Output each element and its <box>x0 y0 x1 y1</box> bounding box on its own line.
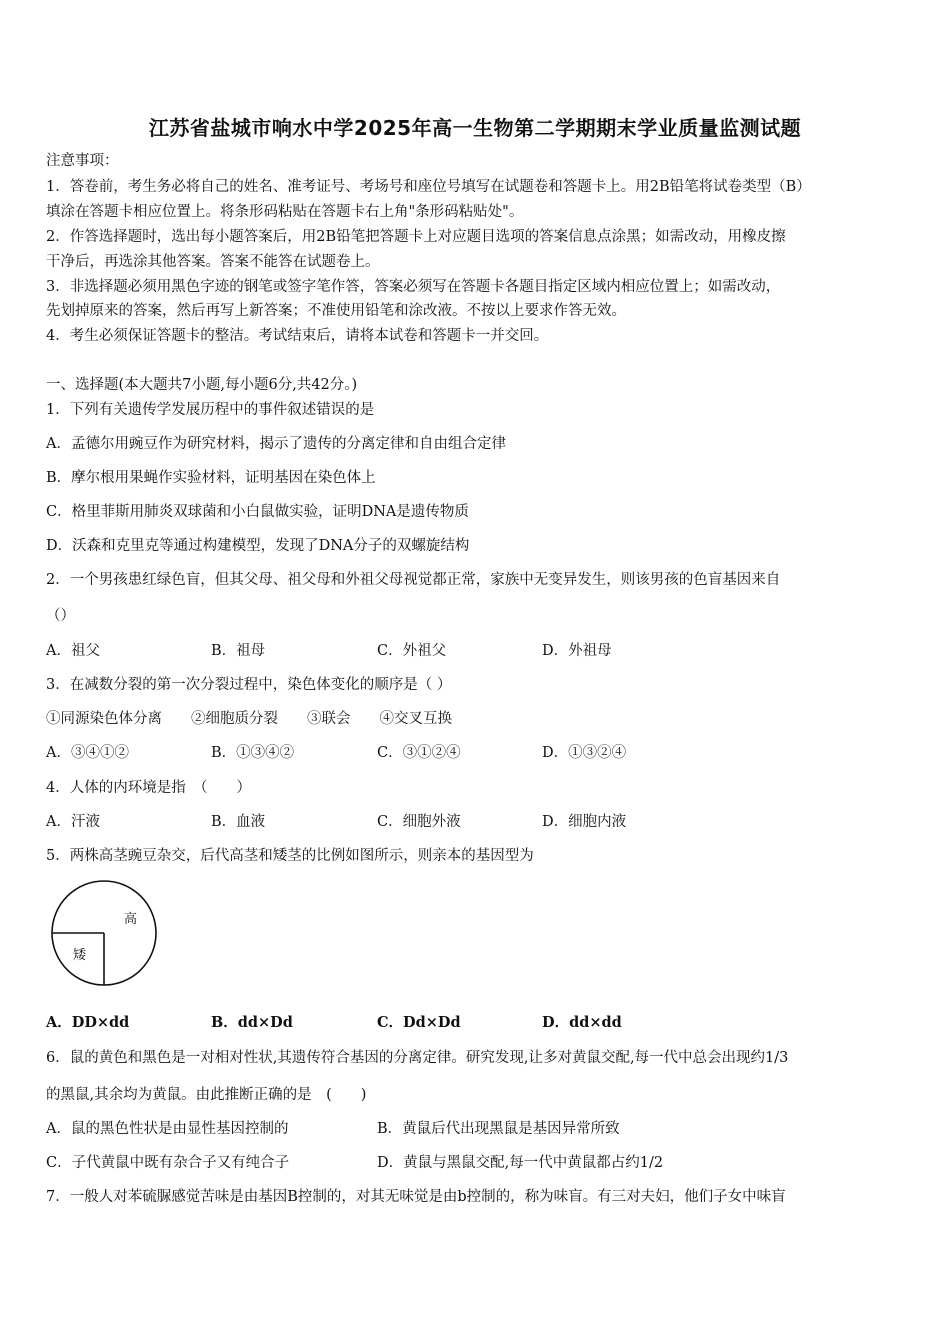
question-3-option-a: A．③④①② <box>46 745 129 761</box>
question-3-option-c: C．③①②④ <box>377 745 461 761</box>
question-1-option-b: B．摩尔根用果蝇作实验材料，证明基因在染色体上 <box>46 470 376 486</box>
notice-line: 3．非选择题必须用黑色字迹的钢笔或签字笔作答，答案必须写在答题卡各题目指定区域内相应位置上；如需改动， <box>46 279 781 295</box>
ratio-pie-chart <box>46 875 162 991</box>
question-4-option-b: B．血液 <box>211 814 266 830</box>
question-6-option-b: B．黄鼠后代出现黑鼠是基因异常所致 <box>377 1121 620 1137</box>
question-4-option-a: A．汗液 <box>46 814 100 830</box>
question-7-stem: 7．一般人对苯硫脲感觉苦味是由基因B控制的，对其无味觉是由b控制的，称为味盲。有三对夫妇，他们子女中味盲 <box>46 1189 786 1205</box>
question-2-stem-cont: （） <box>46 608 75 624</box>
question-5-stem: 5．两株高茎豌豆杂交，后代高茎和矮茎的比例如图所示，则亲本的基因型为 <box>46 848 534 864</box>
question-6-option-a: A．鼠的黑色性状是由显性基因控制的 <box>46 1121 289 1137</box>
question-3-option-d: D．①③②④ <box>542 745 627 761</box>
notice-line: 填涂在答题卡相应位置上。将条形码粘贴在答题卡右上角"条形码粘贴处"。 <box>46 204 524 220</box>
pie-label-short: 矮 <box>73 948 87 963</box>
question-1-option-d: D．沃森和克里克等通过构建模型，发现了DNA分子的双螺旋结构 <box>46 538 470 554</box>
notice-line: 4．考生必须保证答题卡的整洁。考试结束后，请将本试卷和答题卡一并交回。 <box>46 328 549 344</box>
question-1-stem: 1．下列有关遗传学发展历程中的事件叙述错误的是 <box>46 402 375 418</box>
notice-line: 1．答卷前，考生务必将自己的姓名、准考证号、考场号和座位号填写在试题卷和答题卡上。用2B铅笔将试卷类型（B） <box>46 179 811 195</box>
question-6-option-c: C．子代黄鼠中既有杂合子又有纯合子 <box>46 1155 290 1171</box>
notice-line: 干净后，再选涂其他答案。答案不能答在试题卷上。 <box>46 254 380 270</box>
notice-line: 先划掉原来的答案，然后再写上新答案；不准使用铅笔和涂改液。不按以上要求作答无效。 <box>46 303 626 319</box>
section-heading: 一、选择题(本大题共7小题,每小题6分,共42分。) <box>46 377 358 393</box>
exam-title: 江苏省盐城市响水中学2025年高一生物第二学期期末学业质量监测试题 <box>148 116 802 140</box>
question-3-option-b: B．①③④② <box>211 745 295 761</box>
question-3-stem: 3．在减数分裂的第一次分裂过程中，染色体变化的顺序是（ ） <box>46 677 452 693</box>
question-4-stem: 4．人体的内环境是指 （ ） <box>46 780 251 796</box>
question-5-option-c: C．Dd×Dd <box>377 1014 461 1031</box>
question-2-stem: 2．一个男孩患红绿色盲，但其父母、祖父母和外祖父母视觉都正常，家族中无变异发生，则该男孩的色盲基因来自 <box>46 572 781 588</box>
question-3-items: ①同源染色体分离 ②细胞质分裂 ③联会 ④交叉互换 <box>46 711 452 727</box>
question-6-stem-cont: 的黑鼠,其余均为黄鼠。由此推断正确的是 ( ) <box>46 1087 367 1103</box>
question-5-option-a: A．DD×dd <box>46 1014 130 1031</box>
question-4-option-c: C．细胞外液 <box>377 814 461 830</box>
pie-label-tall: 高 <box>124 912 138 927</box>
question-5-option-b: B．dd×Dd <box>211 1014 293 1031</box>
question-6-stem: 6．鼠的黄色和黑色是一对相对性状,其遗传符合基因的分离定律。研究发现,让多对黄鼠交配,每一代中总会出现约1/3 <box>46 1050 789 1066</box>
question-1-option-a: A．孟德尔用豌豆作为研究材料，揭示了遗传的分离定律和自由组合定律 <box>46 436 506 452</box>
notice-line: 2．作答选择题时，选出每小题答案后，用2B铅笔把答题卡上对应题目选项的答案信息点涂黑；如需改动，用橡皮擦 <box>46 229 786 245</box>
question-2-option-b: B．祖母 <box>211 643 266 659</box>
question-1-option-c: C．格里菲斯用肺炎双球菌和小白鼠做实验，证明DNA是遗传物质 <box>46 504 469 520</box>
question-2-option-d: D．外祖母 <box>542 643 612 659</box>
question-5-option-d: D．dd×dd <box>542 1014 622 1031</box>
question-2-option-c: C．外祖父 <box>377 643 447 659</box>
question-2-option-a: A．祖父 <box>46 643 100 659</box>
notice-heading: 注意事项： <box>46 153 119 169</box>
question-6-option-d: D．黄鼠与黑鼠交配,每一代中黄鼠都占约1/2 <box>377 1155 664 1171</box>
question-4-option-d: D．细胞内液 <box>542 814 627 830</box>
